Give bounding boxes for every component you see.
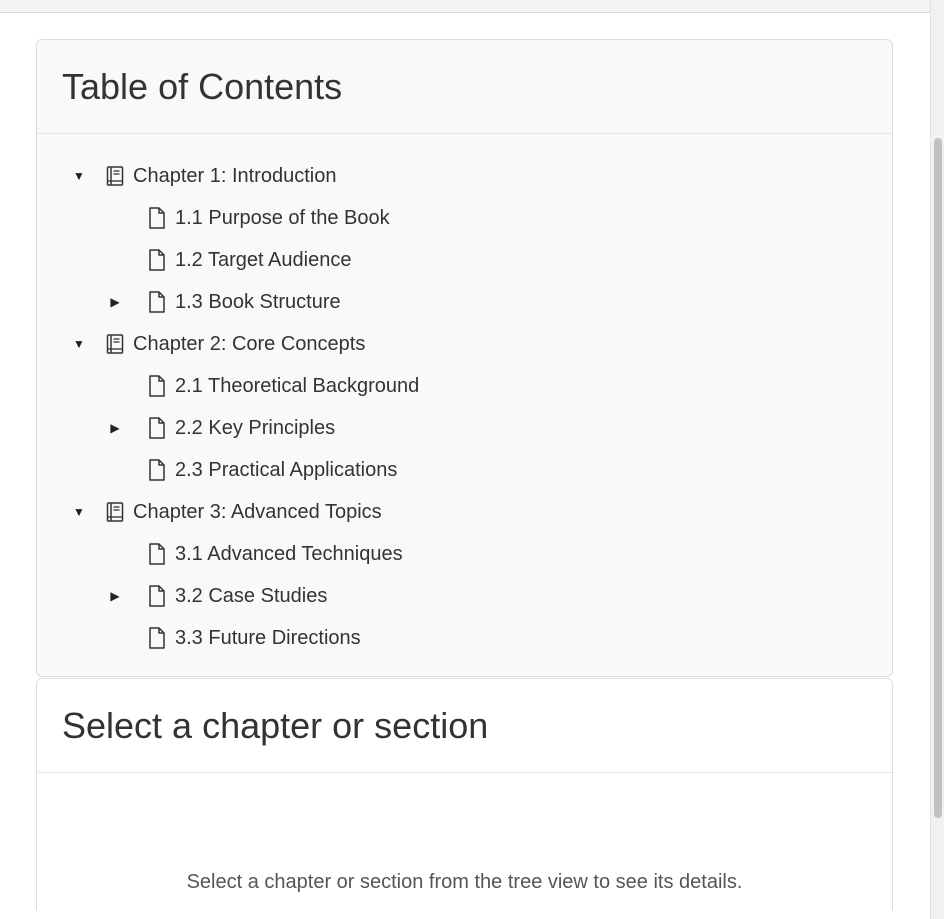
tree-item-label[interactable]: 1.1 Purpose of the Book (175, 206, 390, 229)
book-icon (105, 501, 125, 523)
tree-item-section[interactable] (37, 197, 892, 239)
tree-item-label[interactable]: 1.2 Target Audience (175, 248, 352, 271)
book-icon (105, 165, 125, 187)
tree-item-section[interactable] (37, 617, 892, 659)
details-header (37, 679, 892, 773)
tree-item-section[interactable] (37, 365, 892, 407)
details-title: Select a chapter or section (62, 704, 489, 746)
tree-item-label[interactable]: 2.2 Key Principles (175, 416, 336, 439)
file-icon (147, 249, 167, 271)
tree-item-label[interactable]: 3.1 Advanced Techniques (175, 542, 403, 565)
tree-item-section[interactable] (37, 575, 892, 617)
caret-right-icon[interactable]: ▶ (110, 421, 120, 435)
tree-item-section[interactable] (37, 533, 892, 575)
tree-item-label[interactable]: 1.3 Book Structure (175, 290, 341, 313)
book-icon (105, 333, 125, 355)
file-icon (147, 627, 167, 649)
tree-item-chapter[interactable] (37, 323, 892, 365)
tree-item-section[interactable] (37, 281, 892, 323)
tree-item-label[interactable]: 2.3 Practical Applications (175, 458, 398, 481)
toc-header (37, 40, 892, 134)
tree-item-chapter[interactable] (37, 155, 892, 197)
tree-item-section[interactable] (37, 407, 892, 449)
tree-item-section[interactable] (37, 239, 892, 281)
top-bar (0, 0, 930, 13)
caret-down-icon[interactable]: ▼ (73, 505, 85, 519)
caret-right-icon[interactable]: ▶ (110, 589, 120, 603)
caret-down-icon[interactable]: ▼ (73, 169, 85, 183)
file-icon (147, 585, 167, 607)
details-empty-message: Select a chapter or section from the tree view to see its details. (186, 871, 743, 893)
tree-item-chapter[interactable] (37, 491, 892, 533)
tree-item-label[interactable]: 2.1 Theoretical Background (175, 374, 420, 397)
vertical-scrollbar[interactable] (930, 0, 944, 919)
tree-item-label[interactable]: 3.2 Case Studies (175, 584, 328, 607)
toc-tree (37, 134, 892, 676)
tree-item-label[interactable]: 3.3 Future Directions (175, 626, 361, 649)
file-icon (147, 207, 167, 229)
file-icon (147, 291, 167, 313)
tree-item-section[interactable] (37, 449, 892, 491)
toc-title: Table of Contents (62, 65, 343, 107)
tree-item-label[interactable]: Chapter 2: Core Concepts (133, 332, 366, 355)
details-panel (36, 678, 893, 910)
toc-panel (36, 39, 893, 677)
file-icon (147, 375, 167, 397)
caret-right-icon[interactable]: ▶ (110, 295, 120, 309)
scrollbar-thumb[interactable] (934, 138, 942, 818)
file-icon (147, 459, 167, 481)
file-icon (147, 417, 167, 439)
tree-item-label[interactable]: Chapter 3: Advanced Topics (133, 500, 382, 523)
file-icon (147, 543, 167, 565)
main-content (36, 39, 893, 910)
tree-item-label[interactable]: Chapter 1: Introduction (133, 164, 337, 187)
caret-down-icon[interactable]: ▼ (73, 337, 85, 351)
